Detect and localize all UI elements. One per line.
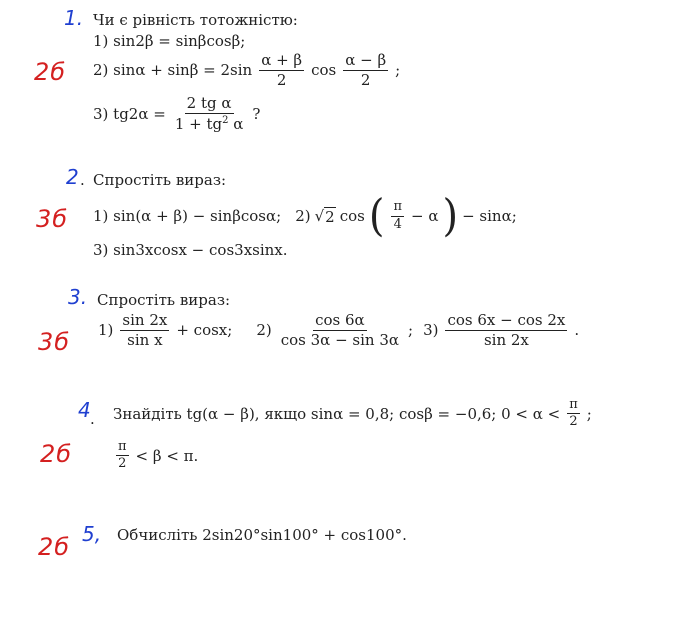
semicolon: ; [395, 61, 401, 79]
numerator: π [116, 440, 129, 456]
problem-5-number: 5, [82, 522, 102, 546]
cos-text: cos [339, 207, 365, 225]
item-3-prefix: 3) tg2α = [93, 104, 166, 123]
denominator: cos 3α − sin 3α [280, 330, 400, 349]
item-2-label: 2) [256, 321, 272, 339]
denominator: sin x [127, 330, 163, 349]
semicolon: ; [586, 404, 592, 423]
fraction [391, 200, 404, 232]
item-2-label: 2) [295, 207, 311, 225]
fraction [343, 52, 388, 88]
fraction [567, 398, 580, 430]
fraction [259, 52, 304, 88]
problem-5-score: 2б [38, 533, 71, 561]
problem-1-title: Чи є рівність тотожністю: [93, 11, 298, 29]
denominator: 2 [118, 456, 127, 472]
item-1: 1) sin(α + β) − sinβcosα; [93, 207, 282, 225]
denominator-base: 1 + tg [174, 114, 223, 133]
problem-4-number: 4 [78, 398, 91, 422]
numerator: sin 2x [122, 311, 168, 329]
problem-1-number: 1. [64, 6, 84, 30]
numerator: cos 6x − cos 2x [447, 311, 566, 329]
denominator: 2 [360, 70, 371, 89]
fraction [445, 312, 567, 348]
item-2-tail: ; [408, 321, 414, 339]
numerator: 2 tg α [186, 94, 232, 112]
denominator: 2 [276, 70, 287, 89]
fraction [279, 312, 401, 348]
problem-3-score: 3б [38, 328, 71, 356]
exponent: 2 [222, 114, 229, 126]
minus-alpha: − α [411, 207, 439, 225]
problem-5-text: Обчисліть 2sin20°sin100° + cos100°. [117, 526, 407, 544]
item-2-prefix: 2) sinα + sinβ = 2sin [93, 61, 253, 79]
question-mark: ? [252, 104, 261, 123]
problem-2-item-3: 3) sin3xcosx − cos3xsinx. [93, 241, 288, 259]
problem-1-item-3 [93, 95, 260, 132]
denominator: 2 [569, 414, 578, 430]
sqrt [315, 207, 336, 226]
problem-4-text: Знайдіть tg(α − β), якщо sinα = 0,8; cosβ = −0,6; 0 < α < [113, 404, 561, 423]
problem-2-score: 3б [36, 205, 69, 233]
numerator: π [567, 398, 580, 414]
fraction [116, 440, 129, 472]
left-paren: ( [368, 190, 385, 242]
numerator: α + β [261, 51, 303, 69]
numerator: π [391, 200, 404, 216]
tail: − sinα; [462, 207, 517, 225]
problem-2-line-1 [93, 190, 517, 242]
problem-4-line-1 [113, 398, 592, 430]
problem-4-line-2 [113, 440, 198, 472]
denominator: 4 [393, 216, 402, 232]
problem-4-dot: . [90, 410, 95, 428]
fraction [173, 95, 246, 132]
denominator-end: α [233, 114, 244, 133]
line-2-tail: < β < π. [135, 446, 199, 465]
problem-1-item-2 [93, 52, 400, 88]
item-1-label: 1) [98, 321, 114, 339]
denominator [173, 114, 246, 133]
problem-2-number: 2 [66, 165, 79, 189]
radicand: 2 [325, 207, 335, 226]
problem-1-score: 2б [34, 58, 67, 86]
numerator: α − β [345, 51, 387, 69]
problem-4-score: 2б [40, 440, 73, 468]
item-1-tail: + cosx; [176, 321, 233, 339]
cos-text: cos [311, 61, 337, 79]
right-paren: ) [442, 190, 459, 242]
item-3-label: 3) [423, 321, 439, 339]
fraction [120, 312, 169, 348]
sqrt-sign: √ [314, 206, 325, 225]
denominator: sin 2x [483, 330, 529, 349]
problem-3-line [98, 312, 579, 348]
problem-3-number: 3. [68, 285, 88, 309]
item-3-tail: . [574, 321, 580, 339]
problem-1-item-1: 1) sin2β = sinβcosβ; [93, 32, 246, 50]
problem-3-title: Спростіть вираз: [97, 291, 231, 309]
problem-2-title: Спростіть вираз: [93, 171, 227, 189]
numerator: cos 6α [315, 311, 365, 329]
problem-2-dot: . [80, 171, 85, 189]
